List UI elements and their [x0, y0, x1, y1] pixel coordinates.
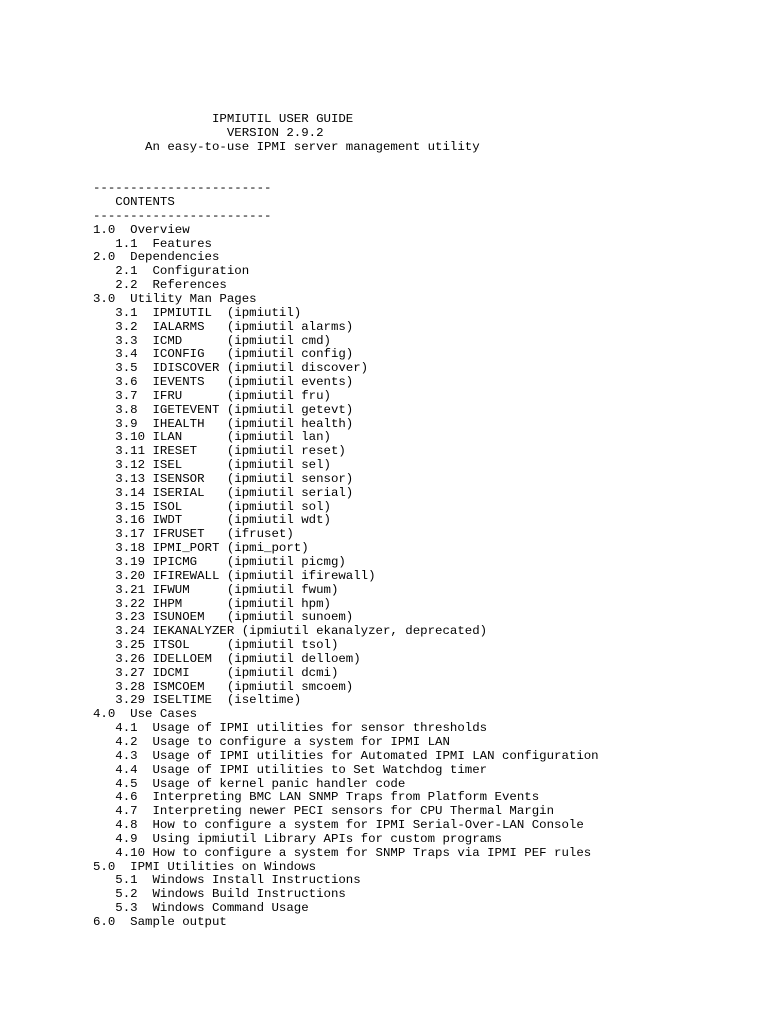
- toc-entry: 1.1 Features: [93, 236, 212, 251]
- toc-section: 6.0 Sample output: [93, 914, 227, 929]
- toc-entry: 3.22 IHPM (ipmiutil hpm): [93, 596, 331, 611]
- toc-entry: 3.8 IGETEVENT (ipmiutil getevt): [93, 402, 354, 417]
- toc-section: 4.0 Use Cases: [93, 707, 198, 722]
- toc-entry: 3.27 IDCMI (ipmiutil dcmi): [93, 665, 339, 680]
- guide-version: VERSION 2.9.2: [93, 125, 324, 140]
- toc-entry: 3.19 IPICMG (ipmiutil picmg): [93, 555, 346, 569]
- toc-entry: 3.4 ICONFIG (ipmiutil config): [93, 347, 354, 362]
- toc-section: 1.0 Overview: [93, 222, 190, 237]
- toc-entry: 4.7 Interpreting newer PECI sensors for CPU Thermal Margin: [93, 804, 555, 819]
- toc-entry: 3.2 IALARMS (ipmiutil alarms): [93, 319, 354, 334]
- divider-line: ------------------------: [93, 181, 272, 196]
- toc-entry: 4.6 Interpreting BMC LAN SNMP Traps from Platform Events: [93, 790, 540, 805]
- toc-entry: 3.15 ISOL (ipmiutil sol): [93, 499, 331, 514]
- toc-entry: 3.9 IHEALTH (ipmiutil health): [93, 416, 354, 431]
- toc-entry: 3.6 IEVENTS (ipmiutil events): [93, 375, 354, 390]
- toc-entry: 3.13 ISENSOR (ipmiutil sensor): [93, 471, 354, 486]
- toc-entry: 4.2 Usage to configure a system for IPMI LAN: [93, 734, 450, 749]
- toc-entry: 3.7 IFRU (ipmiutil fru): [93, 388, 331, 403]
- guide-title: IPMIUTIL USER GUIDE: [93, 112, 354, 126]
- toc-entry: 3.24 IEKANALYZER (ipmiutil ekanalyzer, deprecated): [93, 624, 488, 639]
- toc-entry: 4.4 Usage of IPMI utilities to Set Watchdog timer: [93, 762, 488, 777]
- toc-entry: 3.29 ISELTIME (iseltime): [93, 693, 302, 708]
- toc-section: 2.0 Dependencies: [93, 250, 220, 265]
- toc-section: 3.0 Utility Man Pages: [93, 291, 257, 306]
- toc-entry: 4.8 How to configure a system for IPMI Serial-Over-LAN Console: [93, 818, 584, 833]
- toc-entry: 3.11 IRESET (ipmiutil reset): [93, 444, 346, 459]
- toc-entry: 3.16 IWDT (ipmiutil wdt): [93, 513, 331, 528]
- toc-entry: 3.21 IFWUM (ipmiutil fwum): [93, 582, 339, 597]
- toc-entry: 3.23 ISUNOEM (ipmiutil sunoem): [93, 610, 354, 625]
- guide-subtitle: An easy-to-use IPMI server management utility: [93, 139, 480, 154]
- blank-line: [93, 168, 599, 182]
- toc-entry: 2.1 Configuration: [93, 264, 250, 279]
- toc-entry: 4.9 Using ipmiutil Library APIs for custom programs: [93, 831, 502, 846]
- toc-entry: 3.14 ISERIAL (ipmiutil serial): [93, 485, 354, 500]
- toc-entry: 3.18 IPMI_PORT (ipmi_port): [93, 541, 309, 556]
- toc-entry: 3.1 IPMIUTIL (ipmiutil): [93, 305, 302, 320]
- toc-entry: 3.10 ILAN (ipmiutil lan): [93, 430, 331, 445]
- toc-entry: 4.3 Usage of IPMI utilities for Automated IPMI LAN configuration: [93, 748, 599, 763]
- toc-section: 5.0 IPMI Utilities on Windows: [93, 859, 317, 874]
- divider-line: ------------------------: [93, 208, 272, 223]
- toc-entry: 4.5 Usage of kernel panic handler code: [93, 776, 406, 791]
- toc-entry: 3.5 IDISCOVER (ipmiutil discover): [93, 361, 369, 376]
- toc-entry: 4.10 How to configure a system for SNMP Traps via IPMI PEF rules: [93, 845, 592, 860]
- toc-entry: 3.17 IFRUSET (ifruset): [93, 527, 294, 542]
- toc-entry: 3.28 ISMCOEM (ipmiutil smcoem): [93, 679, 354, 694]
- contents-heading: CONTENTS: [93, 195, 175, 210]
- toc-entry: 5.1 Windows Install Instructions: [93, 873, 361, 888]
- blank-line: [93, 155, 599, 169]
- toc-entry: 2.2 References: [93, 278, 227, 293]
- toc-entry: 3.26 IDELLOEM (ipmiutil delloem): [93, 651, 361, 666]
- toc-entry: 5.2 Windows Build Instructions: [93, 887, 346, 902]
- document-body: [93, 113, 599, 930]
- toc-entry: 5.3 Windows Command Usage: [93, 901, 309, 916]
- toc-entry: 3.12 ISEL (ipmiutil sel): [93, 458, 331, 473]
- toc-entry: 3.20 IFIREWALL (ipmiutil ifirewall): [93, 568, 376, 583]
- toc-entry: 4.1 Usage of IPMI utilities for sensor thresholds: [93, 721, 488, 736]
- toc-entry: 3.25 ITSOL (ipmiutil tsol): [93, 638, 339, 653]
- toc-entry: 3.3 ICMD (ipmiutil cmd): [93, 333, 331, 348]
